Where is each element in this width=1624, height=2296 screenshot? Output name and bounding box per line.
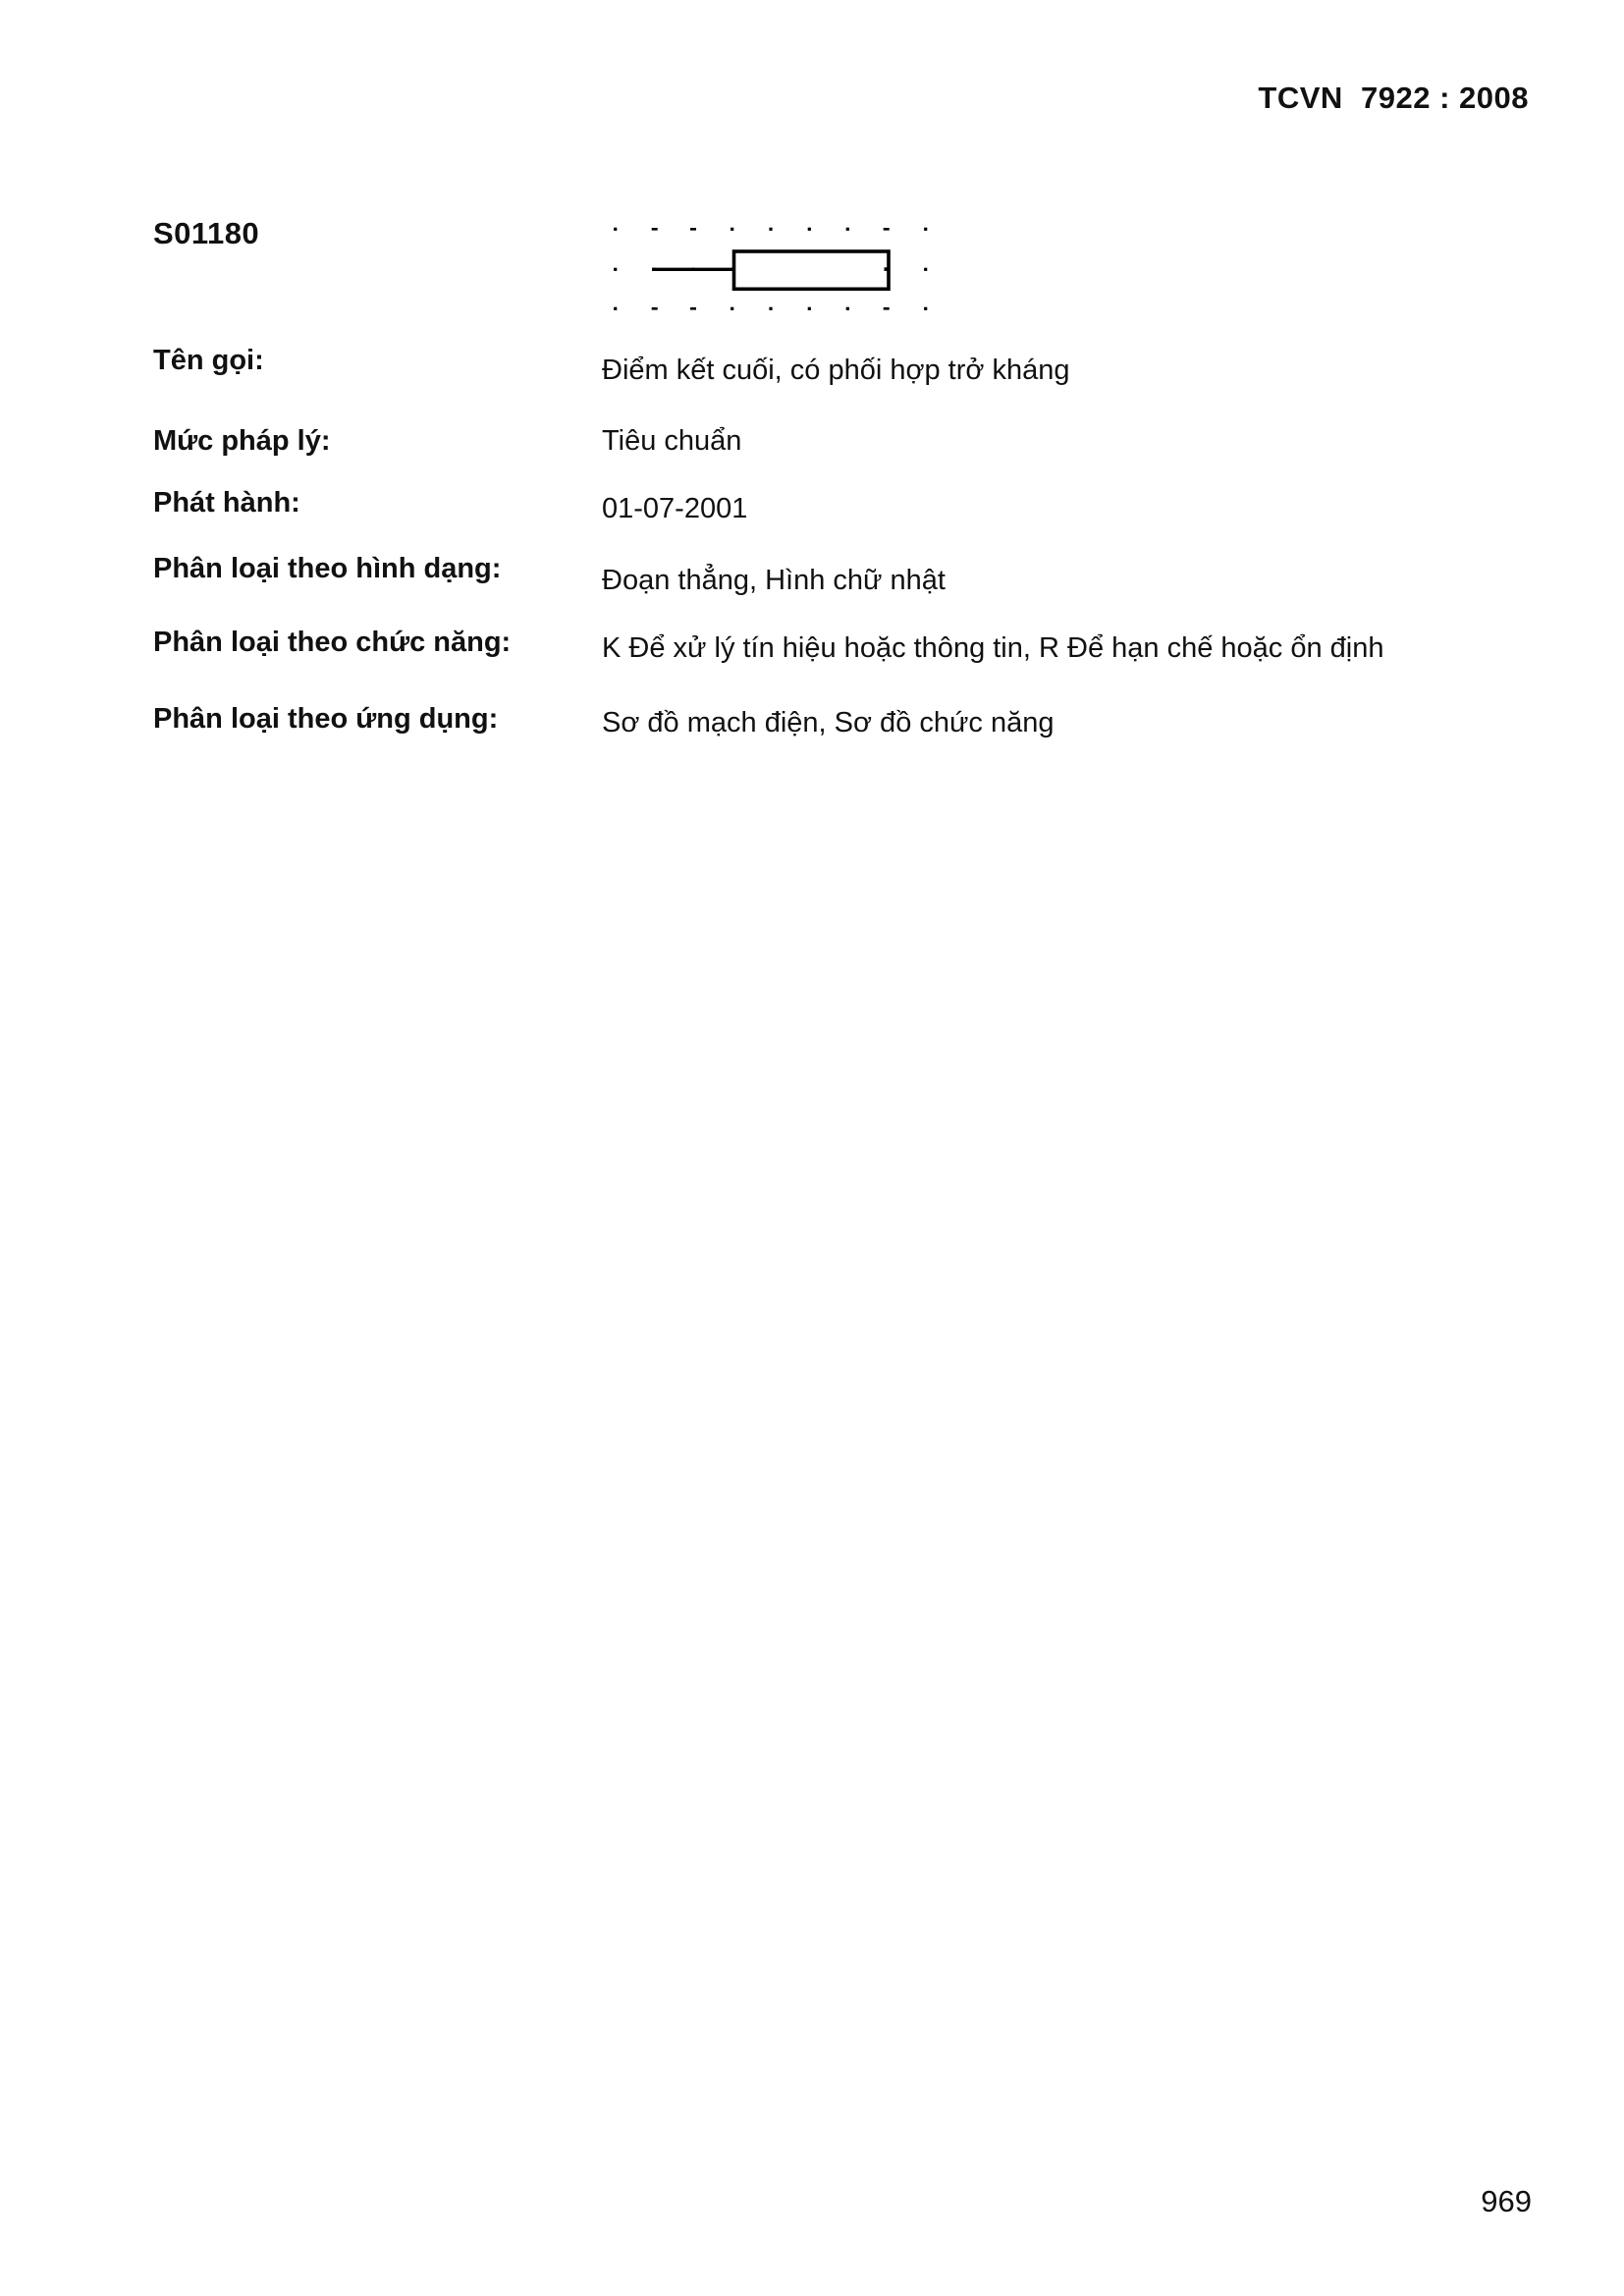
grid-dot (690, 307, 696, 310)
grid-dot (884, 307, 890, 310)
terminal-impedance-symbol-graphic (589, 216, 962, 324)
field-label: Phát hành: (153, 487, 300, 519)
field-value: Điểm kết cuối, có phối hợp trở kháng (602, 355, 1070, 386)
grid-dot-inner (885, 267, 889, 271)
grid-dot (731, 307, 733, 310)
grid-dot (769, 307, 772, 310)
field-row (0, 345, 1624, 384)
grid-dot (924, 228, 927, 231)
impedance-box (734, 251, 890, 289)
field-row (0, 627, 1624, 666)
field-label: Phân loại theo hình dạng: (153, 553, 502, 584)
field-value: Sơ đồ mạch điện, Sơ đồ chức năng (602, 707, 1055, 738)
field-value: K Để xử lý tín hiệu hoặc thông tin, R Để hạn chế hoặc ổn định (602, 632, 1384, 664)
grid-dot (769, 228, 772, 231)
grid-dot (846, 228, 849, 231)
page-number: 969 (1481, 2184, 1532, 2218)
grid-dot (690, 228, 696, 231)
standard-code-header: TCVN 7922 : 2008 (1258, 81, 1529, 115)
field-label: Mức pháp lý: (153, 425, 331, 457)
field-value: Đoạn thẳng, Hình chữ nhật (602, 565, 946, 596)
grid-dot (884, 228, 890, 231)
field-value: Tiêu chuẩn (602, 425, 742, 457)
grid-dot (652, 307, 658, 310)
grid-dot (614, 307, 617, 310)
grid-dot (808, 307, 811, 310)
grid-dot (808, 228, 811, 231)
grid-dot (924, 268, 927, 271)
field-row (0, 487, 1624, 526)
grid-dot (731, 228, 733, 231)
field-value: 01-07-2001 (602, 493, 748, 524)
grid-dot (846, 307, 849, 310)
symbol-id: S01180 (153, 216, 260, 250)
grid-dot (614, 268, 617, 271)
field-label: Tên gọi: (153, 345, 264, 376)
grid-dot (614, 228, 617, 231)
field-row (0, 425, 1624, 465)
field-row (0, 553, 1624, 596)
field-label: Phân loại theo ứng dụng: (153, 703, 499, 735)
field-row (0, 703, 1624, 742)
grid-dot (652, 228, 658, 231)
grid-dot (924, 307, 927, 310)
field-label: Phân loại theo chức năng: (153, 627, 512, 658)
